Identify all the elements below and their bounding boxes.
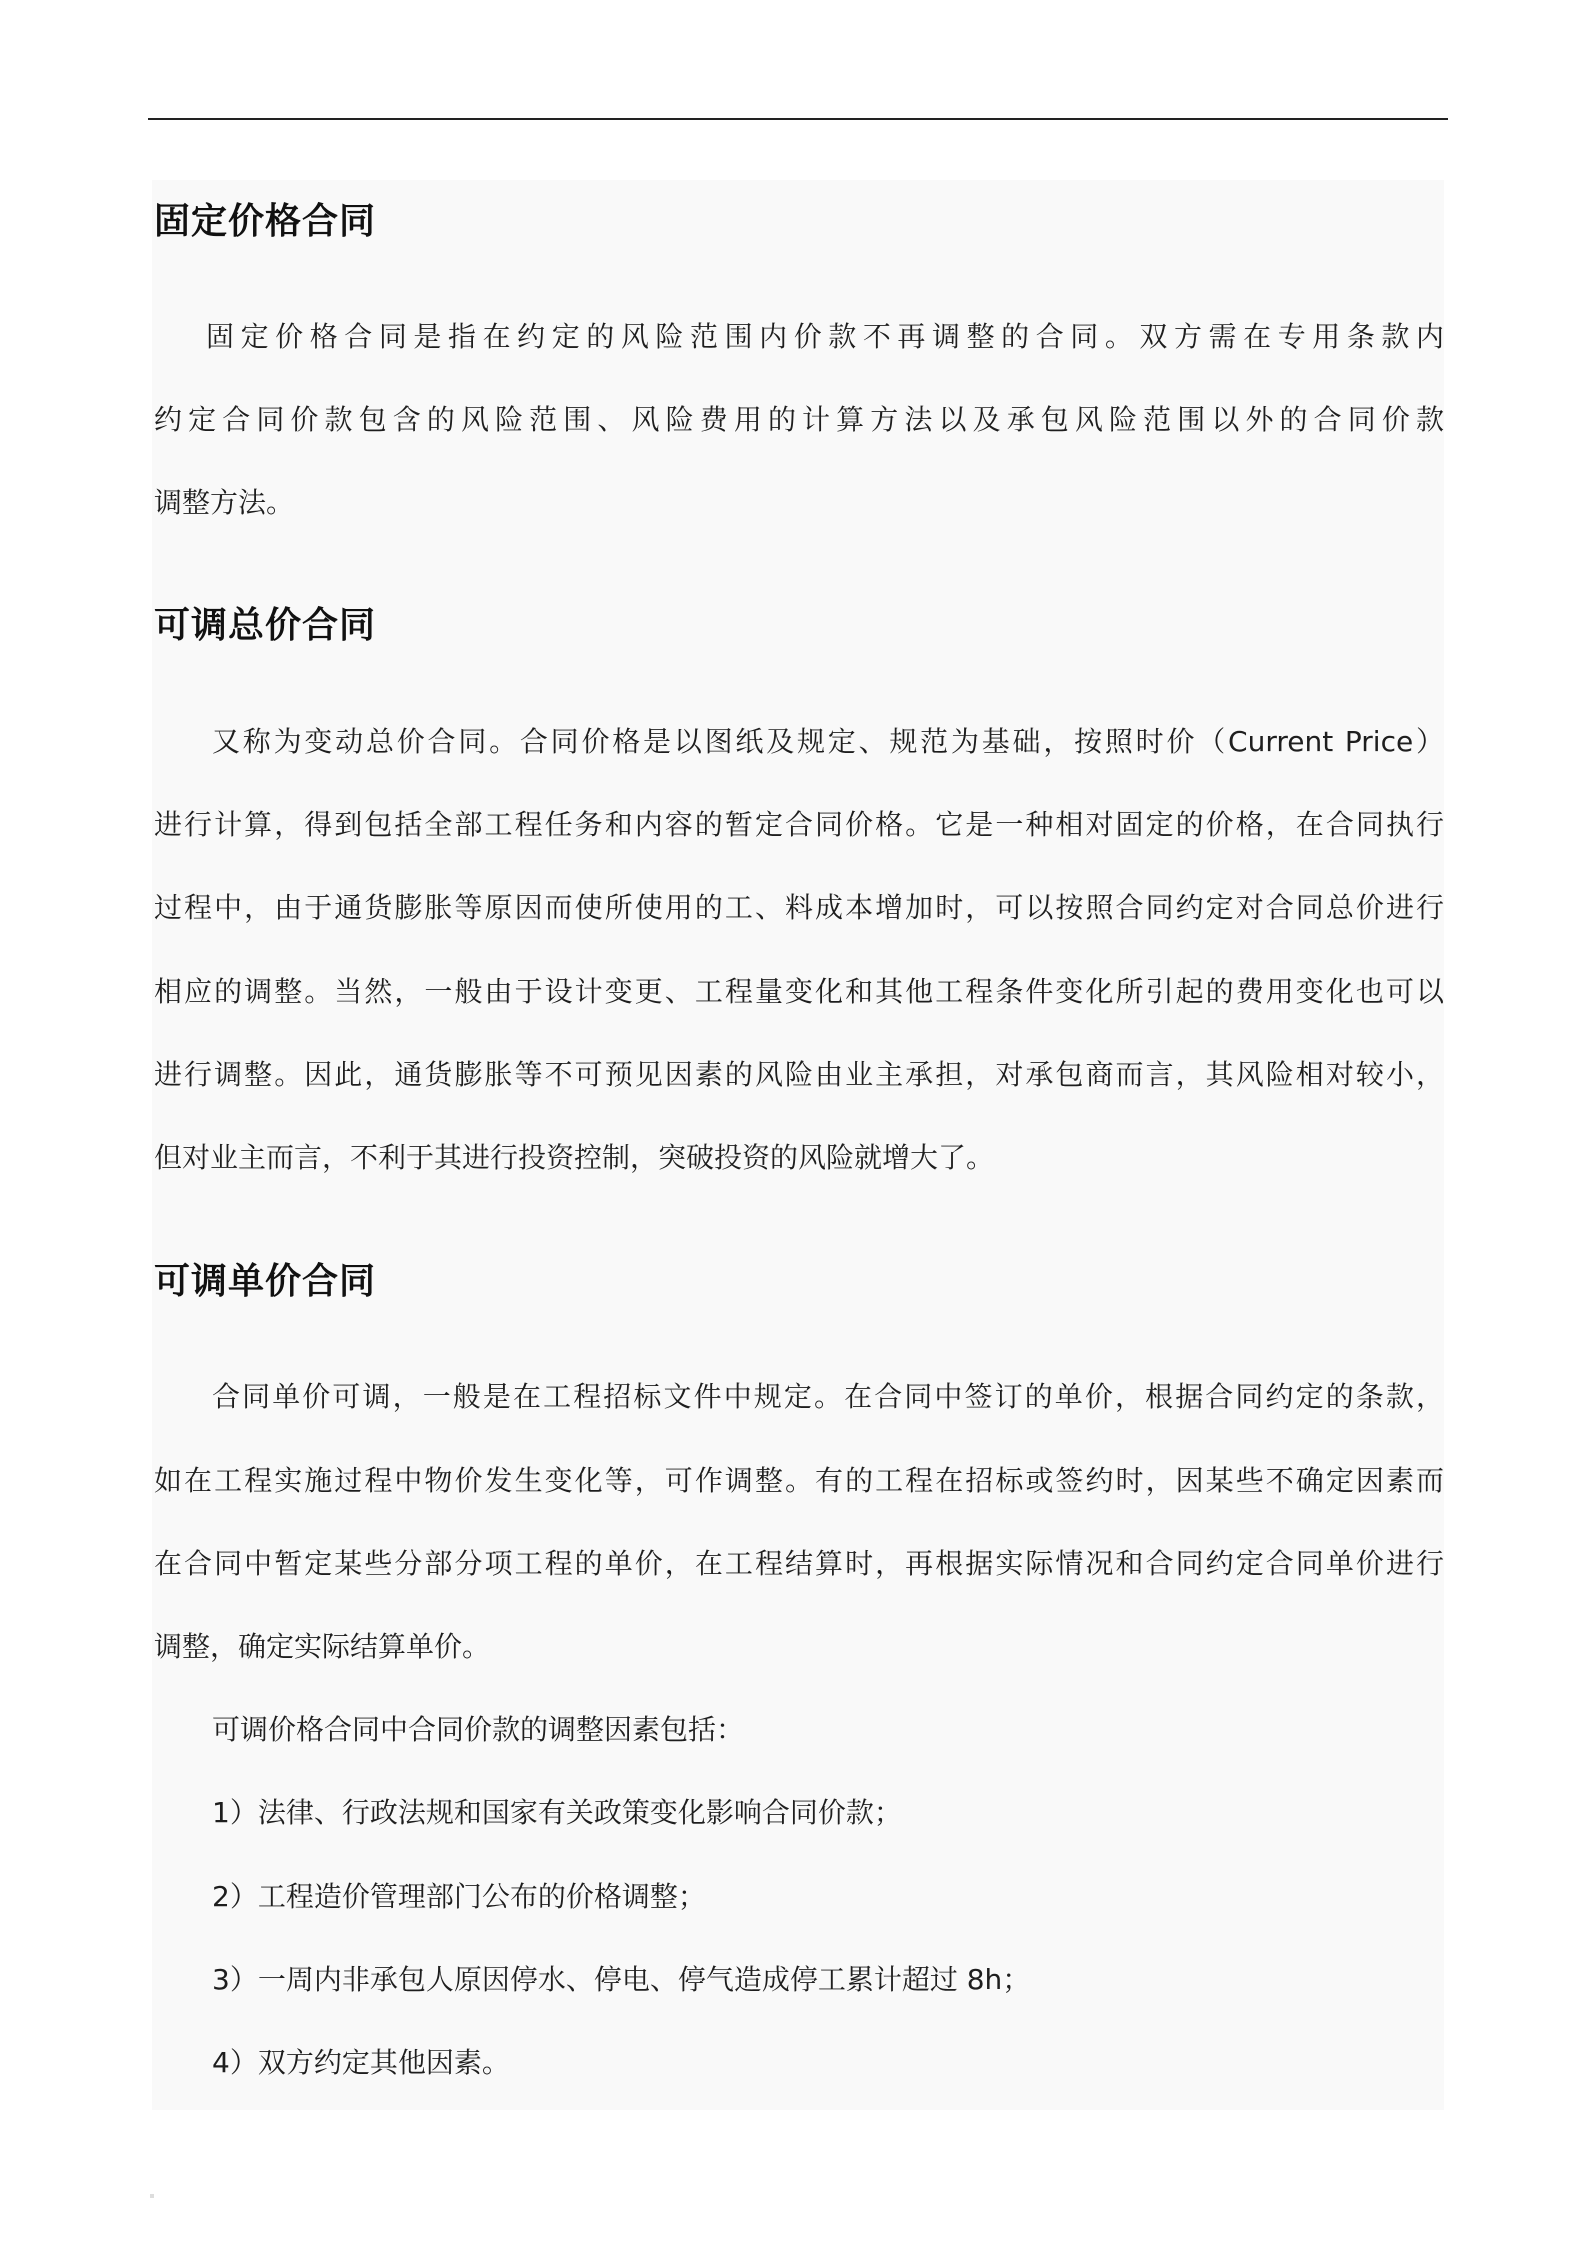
list-item: 4）双方约定其他因素。 bbox=[212, 2046, 510, 2079]
paragraph-line: 约定合同价款包含的风险范围、风险费用的计算方法以及承包风险范围以外的合同价款 bbox=[154, 403, 1444, 436]
paragraph-line: 进行计算，得到包括全部工程任务和内容的暂定合同价格。它是一种相对固定的价格，在合同执行 bbox=[154, 808, 1444, 841]
section-heading-adjustable-unit-price: 可调单价合同 bbox=[154, 1261, 377, 1302]
paragraph-line: 又称为变动总价合同。合同价格是以图纸及规定、规范为基础，按照时价（Current Price） bbox=[212, 725, 1444, 758]
list-item: 2）工程造价管理部门公布的价格调整； bbox=[212, 1880, 706, 1913]
paragraph-line: 固定价格合同是指在约定的风险范围内价款不再调整的合同。双方需在专用条款内 bbox=[206, 320, 1444, 353]
paragraph-line: 合同单价可调，一般是在工程招标文件中规定。在合同中签订的单价，根据合同约定的条款， bbox=[212, 1380, 1444, 1413]
paragraph-line: 但对业主而言，不利于其进行投资控制，突破投资的风险就增大了。 bbox=[154, 1141, 995, 1174]
footer-dot bbox=[150, 2194, 154, 2198]
adjustment-factors-intro: 可调价格合同中合同价款的调整因素包括： bbox=[212, 1713, 745, 1746]
paragraph-line: 过程中，由于通货膨胀等原因而使所使用的工、料成本增加时，可以按照合同约定对合同总价进行 bbox=[154, 891, 1444, 924]
paragraph-line: 在合同中暂定某些分部分项工程的单价，在工程结算时，再根据实际情况和合同约定合同单价进行 bbox=[154, 1547, 1444, 1580]
paragraph-line: 进行调整。因此，通货膨胀等不可预见因素的风险由业主承担，对承包商而言，其风险相对较小， bbox=[154, 1058, 1444, 1091]
header-rule bbox=[148, 118, 1448, 120]
paragraph-line: 如在工程实施过程中物价发生变化等，可作调整。有的工程在招标或签约时，因某些不确定因素而 bbox=[154, 1464, 1444, 1497]
paragraph-line: 相应的调整。当然，一般由于设计变更、工程量变化和其他工程条件变化所引起的费用变化也可以 bbox=[154, 975, 1444, 1008]
paragraph-line: 调整，确定实际结算单价。 bbox=[154, 1630, 491, 1663]
paragraph-line: 调整方法。 bbox=[154, 486, 295, 519]
section-heading-fixed-price: 固定价格合同 bbox=[154, 201, 377, 242]
list-item: 1）法律、行政法规和国家有关政策变化影响合同价款； bbox=[212, 1796, 902, 1829]
section-heading-adjustable-total-price: 可调总价合同 bbox=[154, 605, 377, 646]
list-item: 3）一周内非承包人原因停水、停电、停气造成停工累计超过 8h； bbox=[212, 1963, 1031, 1996]
